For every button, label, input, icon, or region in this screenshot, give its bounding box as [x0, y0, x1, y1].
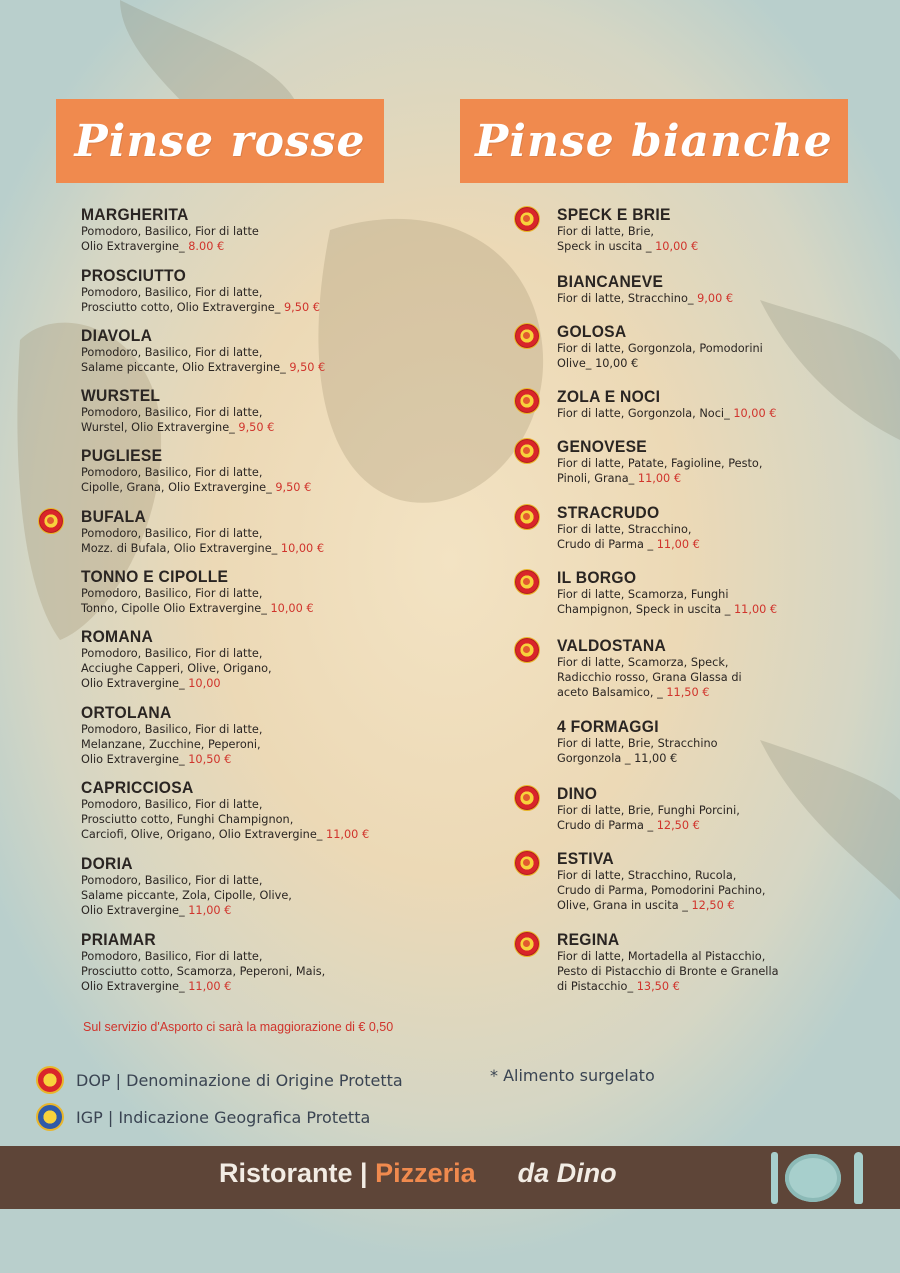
header-title: Pinse bianche — [475, 115, 833, 167]
item-name: IL BORGO — [557, 568, 637, 587]
item-name: DINO — [557, 784, 598, 803]
dop-seal-icon — [514, 504, 540, 530]
footer-bar — [0, 1146, 900, 1209]
item-description — [81, 405, 411, 435]
item-description — [557, 803, 887, 833]
item-ingredients: Fior di latte, Scamorza, Funghi Champignon, Speck in uscita _ — [557, 588, 731, 617]
dop-seal-icon — [38, 508, 64, 534]
item-name: DORIA — [81, 854, 133, 873]
dop-seal-icon — [36, 1066, 64, 1094]
item-price: 11,00 € — [188, 904, 232, 918]
menu-item — [557, 272, 887, 306]
item-price: 11,00 € — [188, 980, 232, 994]
item-name: TONNO E CIPOLLE — [81, 567, 229, 586]
dop-seal-icon — [514, 637, 540, 663]
dop-seal-icon — [514, 206, 540, 232]
item-ingredients: Fior di latte, Brie, Speck in uscita _ — [557, 225, 654, 254]
item-name: STRACRUDO — [557, 503, 660, 522]
item-description — [557, 456, 887, 486]
spoon-icon — [854, 1152, 863, 1204]
item-price: 10,00 € — [270, 602, 314, 616]
item-ingredients: Pomodoro, Basilico, Fior di latte, Prosciutto cotto, Olio Extravergine_ — [81, 286, 281, 315]
menu-item — [81, 627, 411, 692]
dop-seal-icon — [514, 323, 540, 349]
footer-pizzeria: Pizzeria — [375, 1158, 476, 1188]
item-ingredients: Fior di latte, Brie, Funghi Porcini, Crudo di Parma _ — [557, 804, 740, 833]
igp-seal-icon — [36, 1103, 64, 1131]
item-ingredients: Fior di latte, Stracchino_ — [557, 292, 694, 305]
menu-item — [557, 503, 887, 552]
item-ingredients: Fior di latte, Gorgonzola, Noci_ — [557, 407, 730, 420]
dop-seal-icon — [514, 388, 540, 414]
item-price: 11,00 € — [326, 828, 370, 842]
item-price: 12,50 € — [691, 899, 735, 913]
item-name: PRIAMAR — [81, 930, 156, 949]
takeaway-note: Sul servizio d'Asporto ci sarà la maggiorazione di € 0,50 — [83, 1020, 394, 1034]
item-price: 13,50 € — [636, 980, 680, 994]
menu-item — [557, 568, 887, 617]
menu-item — [81, 854, 411, 919]
item-name: DIAVOLA — [81, 326, 153, 345]
legend-dop — [36, 1066, 403, 1094]
dop-seal-icon — [514, 438, 540, 464]
item-ingredients: Pomodoro, Basilico, Fior di latte, Prosciutto cotto, Funghi Champignon, Carciofi, Olive, Origano, Olio Extravergine_ — [81, 798, 323, 842]
legend-frozen-text: * Alimento surgelato — [490, 1066, 655, 1085]
item-name: MARGHERITA — [81, 205, 189, 224]
menu-item — [557, 437, 887, 486]
item-description — [81, 345, 411, 375]
item-description — [557, 341, 887, 371]
item-ingredients: Fior di latte, Scamorza, Speck, Radicchio rosso, Grana Glassa di aceto Balsamico, _ — [557, 656, 742, 700]
item-price: 9,50 € — [275, 481, 312, 495]
item-price: 11,00 € — [656, 538, 700, 552]
menu-item — [81, 266, 411, 315]
menu-item — [557, 322, 887, 371]
menu-item — [557, 205, 887, 254]
menu-item — [81, 386, 411, 435]
item-name: ORTOLANA — [81, 703, 172, 722]
item-description — [81, 224, 411, 254]
dop-seal-icon — [514, 785, 540, 811]
item-name: ROMANA — [81, 627, 154, 646]
item-name: CAPRICCIOSA — [81, 778, 194, 797]
legend-frozen — [490, 1066, 655, 1085]
item-name: SPECK E BRIE — [557, 205, 671, 224]
item-description — [81, 949, 411, 995]
item-name: PROSCIUTTO — [81, 266, 187, 285]
menu-item — [81, 778, 411, 843]
item-price: 9,00 € — [697, 292, 734, 305]
header-pinse-bianche — [460, 99, 848, 183]
item-description — [81, 722, 411, 768]
footer-title — [219, 1158, 617, 1189]
item-description — [81, 526, 411, 556]
item-ingredients: Pomodoro, Basilico, Fior di latte, Salame piccante, Olio Extravergine_ — [81, 346, 286, 375]
item-ingredients: Fior di latte, Gorgonzola, Pomodorini Olive_ — [557, 342, 763, 371]
item-ingredients: Pomodoro, Basilico, Fior di latte, Mozz. di Bufala, Olio Extravergine_ — [81, 527, 278, 556]
dop-seal-icon — [514, 850, 540, 876]
header-pinse-rosse — [56, 99, 384, 183]
item-name: 4 FORMAGGI — [557, 717, 659, 736]
item-ingredients: Fior di latte, Mortadella al Pistacchio, Pesto di Pistacchio di Bronte e Granella di Pistacchio_ — [557, 950, 779, 994]
legend-dop-text: DOP | Denominazione di Origine Protetta — [76, 1070, 403, 1090]
item-name: ZOLA E NOCI — [557, 387, 661, 406]
dop-seal-icon — [514, 569, 540, 595]
item-ingredients: Pomodoro, Basilico, Fior di latte, Melanzane, Zucchine, Peperoni, Olio Extravergine_ — [81, 723, 263, 767]
item-price: 11,00 € — [733, 603, 778, 617]
footer-ristorante: Ristorante | — [219, 1158, 376, 1188]
menu-item — [81, 703, 411, 768]
item-ingredients: Pomodoro, Basilico, Fior di latte, Wurstel, Olio Extravergine_ — [81, 406, 263, 435]
item-ingredients: Pomodoro, Basilico, Fior di latte, Salame piccante, Zola, Cipolle, Olive, Olio Extravergine_ — [81, 874, 292, 918]
legend-igp-text: IGP | Indicazione Geografica Protetta — [76, 1107, 371, 1127]
item-ingredients: Pomodoro, Basilico, Fior di latte, Tonno, Cipolle Olio Extravergine_ — [81, 587, 267, 616]
item-ingredients: Fior di latte, Brie, Stracchino Gorgonzola _ — [557, 737, 718, 766]
item-price: 10,00 € — [655, 240, 699, 254]
item-description — [557, 291, 887, 306]
item-description — [557, 522, 887, 552]
item-price: 9,50 € — [289, 361, 326, 375]
legend-igp — [36, 1103, 370, 1131]
item-name: WURSTEL — [81, 386, 161, 405]
item-price: 10,00 € — [280, 542, 325, 556]
item-name: BUFALA — [81, 507, 147, 526]
menu-item — [557, 784, 887, 833]
item-description — [557, 655, 887, 701]
item-description — [557, 587, 887, 617]
menu-item — [557, 636, 887, 701]
menu-item — [557, 717, 887, 766]
menu-item — [81, 930, 411, 995]
menu-item — [81, 326, 411, 375]
menu-item — [557, 930, 887, 995]
plate-icon — [785, 1154, 841, 1202]
item-price: 8.00 € — [188, 240, 225, 254]
dop-seal-icon — [514, 931, 540, 957]
item-description — [81, 873, 411, 919]
menu-item — [81, 567, 411, 616]
item-price: 9,50 € — [238, 421, 275, 435]
item-price: 10,00 € — [595, 357, 639, 371]
item-price: 9,50 € — [284, 301, 320, 315]
item-description — [81, 797, 411, 843]
item-ingredients: Pomodoro, Basilico, Fior di latte, Acciughe Capperi, Olive, Origano, Olio Extravergine_ — [81, 647, 272, 691]
item-name: PUGLIESE — [81, 446, 163, 465]
menu-item — [81, 205, 411, 254]
item-ingredients: Pomodoro, Basilico, Fior di latte, Cipolle, Grana, Olio Extravergine_ — [81, 466, 272, 495]
menu-item — [81, 446, 411, 495]
item-ingredients: Pomodoro, Basilico, Fior di latte Olio Extravergine_ — [81, 225, 259, 254]
menu-item — [557, 387, 887, 421]
item-name: GENOVESE — [557, 437, 648, 456]
item-description — [81, 285, 411, 315]
item-name: GOLOSA — [557, 322, 627, 341]
footer-da-dino: da Dino — [517, 1158, 617, 1188]
item-description — [557, 406, 887, 421]
item-price: 11,50 € — [666, 686, 710, 700]
item-name: BIANCANEVE — [557, 272, 664, 291]
item-description — [557, 949, 887, 995]
item-description — [557, 868, 887, 914]
item-ingredients: Fior di latte, Stracchino, Crudo di Parma _ — [557, 523, 692, 552]
header-title: Pinse rosse — [74, 115, 366, 167]
item-price: 10,00 — [188, 677, 221, 691]
item-description — [81, 646, 411, 692]
item-description — [81, 465, 411, 495]
item-name: ESTIVA — [557, 849, 614, 868]
item-price: 10,00 € — [733, 407, 777, 420]
item-ingredients: Fior di latte, Patate, Fagioline, Pesto, Pinoli, Grana_ — [557, 457, 763, 486]
item-ingredients: Pomodoro, Basilico, Fior di latte, Prosciutto cotto, Scamorza, Peperoni, Mais, Olio Extravergine_ — [81, 950, 326, 994]
item-description — [557, 224, 887, 254]
item-price: 12,50 € — [656, 819, 700, 833]
menu-item — [81, 507, 411, 556]
item-name: VALDOSTANA — [557, 636, 667, 655]
item-price: 10,50 € — [188, 753, 232, 767]
fork-icon — [771, 1152, 778, 1204]
item-ingredients: Fior di latte, Stracchino, Rucola, Crudo di Parma, Pomodorini Pachino, Olive, Grana in uscita _ — [557, 869, 766, 913]
item-description — [81, 586, 411, 616]
menu-item — [557, 849, 887, 914]
item-price: 11,00 € — [637, 472, 682, 486]
item-description — [557, 736, 887, 766]
item-name: REGINA — [557, 930, 620, 949]
item-price: 11,00 € — [634, 752, 678, 766]
